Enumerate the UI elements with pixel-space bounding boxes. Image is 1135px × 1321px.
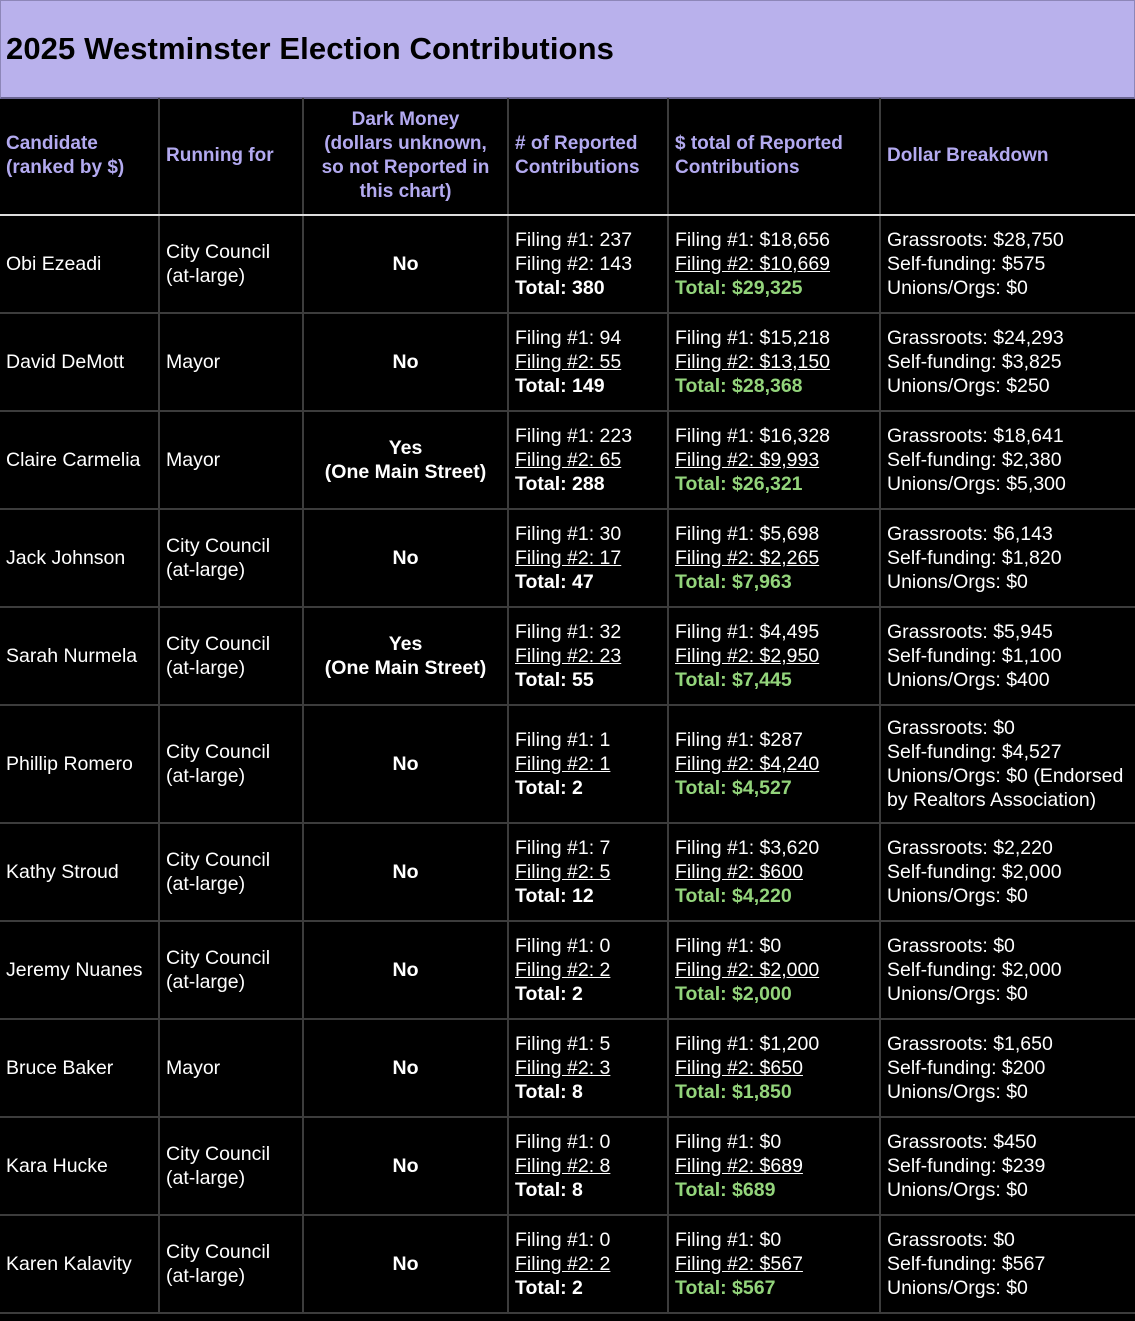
dark-money-line: No <box>392 351 419 373</box>
header-num-contributions-line: Contributions <box>515 157 640 178</box>
header-dark-money-line: (dollars unknown, <box>324 133 487 154</box>
running-for-cell <box>159 313 303 411</box>
dollar-total-cell <box>668 411 880 509</box>
dark-money-line: No <box>392 861 419 883</box>
breakdown-line: Self-funding: $3,825 <box>887 351 1062 373</box>
candidate-cell <box>0 215 159 313</box>
dollar-breakdown-cell <box>880 823 1135 921</box>
header-num-contributions <box>508 98 668 215</box>
page-title: 2025 Westminster Election Contributions <box>6 31 614 66</box>
filing-1-count: Filing #1: 30 <box>515 523 622 545</box>
running-for-line: Mayor <box>166 351 221 373</box>
candidate-name: Jeremy Nuanes <box>6 959 143 981</box>
filing-2-dollars: Filing #2: $689 <box>675 1155 803 1177</box>
total-count: Total: 12 <box>515 885 594 907</box>
breakdown-line: Self-funding: $1,820 <box>887 547 1062 569</box>
contribution-count-cell <box>508 509 668 607</box>
running-for-cell <box>159 215 303 313</box>
running-for-line: City Council <box>166 849 271 871</box>
filing-2-count: Filing #2: 5 <box>515 861 611 883</box>
filing-2-dollars: Filing #2: $600 <box>675 861 803 883</box>
total-dollars: Total: $26,321 <box>675 473 803 495</box>
total-dollars: Total: $4,220 <box>675 885 792 907</box>
breakdown-line: Unions/Orgs: $0 <box>887 1081 1028 1103</box>
header-dollar-breakdown: Dollar Breakdown <box>880 98 1135 215</box>
total-dollars: Total: $7,445 <box>675 669 792 691</box>
dark-money-cell <box>303 1117 508 1215</box>
dollar-total-cell <box>668 1215 880 1313</box>
breakdown-line: Unions/Orgs: $0 <box>887 983 1028 1005</box>
running-for-line: City Council <box>166 535 271 557</box>
breakdown-line: Self-funding: $200 <box>887 1057 1046 1079</box>
running-for-line: (at-large) <box>166 1167 246 1189</box>
dark-money-line: No <box>392 547 419 569</box>
contribution-count-cell <box>508 823 668 921</box>
filing-2-count: Filing #2: 23 <box>515 645 622 667</box>
filing-2-dollars: Filing #2: $13,150 <box>675 351 831 373</box>
contribution-count-cell <box>508 921 668 1019</box>
candidate-cell <box>0 921 159 1019</box>
dollar-total-cell <box>668 313 880 411</box>
breakdown-line: Self-funding: $4,527 <box>887 741 1062 763</box>
dollar-breakdown-cell <box>880 921 1135 1019</box>
contributions-table <box>0 98 1135 1314</box>
breakdown-line: Self-funding: $567 <box>887 1253 1046 1275</box>
candidate-cell <box>0 823 159 921</box>
running-for-cell <box>159 823 303 921</box>
contribution-count-cell <box>508 313 668 411</box>
dollar-breakdown-cell <box>880 313 1135 411</box>
total-count: Total: 47 <box>515 571 594 593</box>
breakdown-line: Grassroots: $0 <box>887 935 1015 957</box>
dark-money-cell <box>303 509 508 607</box>
filing-2-dollars: Filing #2: $650 <box>675 1057 803 1079</box>
filing-1-dollars: Filing #1: $16,328 <box>675 425 831 447</box>
filing-2-count: Filing #2: 55 <box>515 351 622 373</box>
header-num-contributions-line: # of Reported <box>515 133 638 154</box>
contribution-count-cell <box>508 607 668 705</box>
total-dollars: Total: $2,000 <box>675 983 792 1005</box>
header-dark-money <box>303 98 508 215</box>
breakdown-line: Grassroots: $28,750 <box>887 229 1064 251</box>
breakdown-line: Unions/Orgs: $0 <box>887 571 1028 593</box>
table-row <box>0 509 1135 607</box>
table-row <box>0 705 1135 823</box>
header-dollar-total-line: $ total of Reported <box>675 133 843 154</box>
running-for-cell <box>159 509 303 607</box>
filing-1-dollars: Filing #1: $0 <box>675 935 782 957</box>
candidate-name: Jack Johnson <box>6 547 126 569</box>
filing-1-count: Filing #1: 0 <box>515 935 611 957</box>
filing-1-count: Filing #1: 94 <box>515 327 622 349</box>
filing-1-count: Filing #1: 32 <box>515 621 622 643</box>
table-row <box>0 411 1135 509</box>
dark-money-cell <box>303 705 508 823</box>
filing-1-dollars: Filing #1: $1,200 <box>675 1033 820 1055</box>
contribution-count-cell <box>508 215 668 313</box>
dollar-total-cell <box>668 1117 880 1215</box>
dark-money-line: (One Main Street) <box>324 657 487 679</box>
breakdown-line: Self-funding: $2,000 <box>887 861 1062 883</box>
running-for-line: (at-large) <box>166 1265 246 1287</box>
running-for-cell <box>159 705 303 823</box>
candidate-cell <box>0 1019 159 1117</box>
dark-money-line: Yes <box>388 437 423 459</box>
total-dollars: Total: $689 <box>675 1179 776 1201</box>
running-for-cell <box>159 1019 303 1117</box>
candidate-cell <box>0 509 159 607</box>
filing-2-dollars: Filing #2: $567 <box>675 1253 803 1275</box>
filing-2-dollars: Filing #2: $2,950 <box>675 645 820 667</box>
dark-money-line: No <box>392 753 419 775</box>
filing-2-count: Filing #2: 2 <box>515 1253 611 1275</box>
candidate-name: David DeMott <box>6 351 125 373</box>
dollar-total-cell <box>668 607 880 705</box>
breakdown-line: Unions/Orgs: $250 <box>887 375 1050 397</box>
breakdown-line: Self-funding: $239 <box>887 1155 1046 1177</box>
total-dollars: Total: $7,963 <box>675 571 792 593</box>
filing-2-count: Filing #2: 1 <box>515 753 611 775</box>
total-count: Total: 2 <box>515 777 583 799</box>
dollar-breakdown-cell <box>880 509 1135 607</box>
dollar-breakdown-cell <box>880 607 1135 705</box>
candidate-name: Karen Kalavity <box>6 1253 132 1275</box>
running-for-cell <box>159 1117 303 1215</box>
total-dollars: Total: $1,850 <box>675 1081 792 1103</box>
table-row <box>0 1019 1135 1117</box>
dark-money-line: No <box>392 1253 419 1275</box>
total-dollars: Total: $567 <box>675 1277 776 1299</box>
breakdown-line: Grassroots: $6,143 <box>887 523 1053 545</box>
breakdown-line: Grassroots: $24,293 <box>887 327 1064 349</box>
breakdown-line: by Realtors Association) <box>887 789 1097 811</box>
dark-money-cell <box>303 921 508 1019</box>
filing-1-dollars: Filing #1: $3,620 <box>675 837 820 859</box>
header-dark-money-line: Dark Money <box>351 109 460 130</box>
total-count: Total: 55 <box>515 669 594 691</box>
table-row <box>0 921 1135 1019</box>
dark-money-cell <box>303 215 508 313</box>
breakdown-line: Unions/Orgs: $0 (Endorsed <box>887 765 1124 787</box>
running-for-line: City Council <box>166 241 271 263</box>
dark-money-line: No <box>392 959 419 981</box>
table-row <box>0 823 1135 921</box>
breakdown-line: Grassroots: $2,220 <box>887 837 1053 859</box>
header-dark-money-line: this chart) <box>359 181 452 202</box>
filing-1-count: Filing #1: 7 <box>515 837 611 859</box>
filing-1-count: Filing #1: 223 <box>515 425 633 447</box>
filing-1-count: Filing #1: 0 <box>515 1131 611 1153</box>
dollar-breakdown-cell <box>880 705 1135 823</box>
running-for-line: (at-large) <box>166 657 246 679</box>
total-dollars: Total: $4,527 <box>675 777 792 799</box>
breakdown-line: Unions/Orgs: $0 <box>887 1277 1028 1299</box>
dollar-total-cell <box>668 1019 880 1117</box>
running-for-line: Mayor <box>166 1057 221 1079</box>
filing-1-dollars: Filing #1: $0 <box>675 1229 782 1251</box>
contribution-count-cell <box>508 411 668 509</box>
filing-1-dollars: Filing #1: $18,656 <box>675 229 831 251</box>
candidate-cell <box>0 1215 159 1313</box>
table-body <box>0 215 1135 1313</box>
table-row <box>0 607 1135 705</box>
header-dollar-total-line: Contributions <box>675 157 800 178</box>
header-candidate-line: (ranked by $) <box>6 157 125 178</box>
contribution-count-cell <box>508 1019 668 1117</box>
running-for-line: (at-large) <box>166 265 246 287</box>
running-for-line: City Council <box>166 633 271 655</box>
dark-money-line: No <box>392 253 419 275</box>
filing-1-dollars: Filing #1: $287 <box>675 729 803 751</box>
filing-2-count: Filing #2: 8 <box>515 1155 611 1177</box>
filing-1-count: Filing #1: 0 <box>515 1229 611 1251</box>
dark-money-line: No <box>392 1155 419 1177</box>
candidate-name: Phillip Romero <box>6 753 133 775</box>
candidate-name: Bruce Baker <box>6 1057 114 1079</box>
candidate-cell <box>0 411 159 509</box>
running-for-line: City Council <box>166 947 271 969</box>
running-for-line: City Council <box>166 1241 271 1263</box>
dollar-total-cell <box>668 921 880 1019</box>
breakdown-line: Grassroots: $18,641 <box>887 425 1064 447</box>
candidate-name: Kathy Stroud <box>6 861 119 883</box>
contribution-count-cell <box>508 1117 668 1215</box>
total-count: Total: 2 <box>515 983 583 1005</box>
total-count: Total: 288 <box>515 473 605 495</box>
dollar-total-cell <box>668 215 880 313</box>
dollar-total-cell <box>668 509 880 607</box>
dark-money-line: Yes <box>388 633 423 655</box>
candidate-cell <box>0 705 159 823</box>
filing-2-dollars: Filing #2: $9,993 <box>675 449 820 471</box>
breakdown-line: Unions/Orgs: $5,300 <box>887 473 1066 495</box>
header-candidate <box>0 98 159 215</box>
filing-1-dollars: Filing #1: $15,218 <box>675 327 831 349</box>
dark-money-line: (One Main Street) <box>324 461 487 483</box>
table-row <box>0 1215 1135 1313</box>
candidate-cell <box>0 313 159 411</box>
contribution-count-cell <box>508 705 668 823</box>
dollar-breakdown-cell <box>880 411 1135 509</box>
running-for-cell <box>159 607 303 705</box>
breakdown-line: Grassroots: $0 <box>887 1229 1015 1251</box>
dollar-breakdown-cell <box>880 215 1135 313</box>
table-row <box>0 313 1135 411</box>
running-for-cell <box>159 921 303 1019</box>
dollar-breakdown-cell <box>880 1215 1135 1313</box>
breakdown-line: Self-funding: $2,380 <box>887 449 1062 471</box>
breakdown-line: Grassroots: $5,945 <box>887 621 1053 643</box>
breakdown-line: Self-funding: $1,100 <box>887 645 1062 667</box>
breakdown-line: Grassroots: $450 <box>887 1131 1037 1153</box>
breakdown-line: Self-funding: $2,000 <box>887 959 1062 981</box>
header-running-for: Running for <box>159 98 303 215</box>
dollar-breakdown-cell <box>880 1117 1135 1215</box>
header-dark-money-line: so not Reported in <box>321 157 490 178</box>
filing-1-dollars: Filing #1: $0 <box>675 1131 782 1153</box>
running-for-cell <box>159 411 303 509</box>
filing-2-dollars: Filing #2: $2,265 <box>675 547 820 569</box>
total-count: Total: 149 <box>515 375 605 397</box>
candidate-name: Kara Hucke <box>6 1155 108 1177</box>
running-for-cell <box>159 1215 303 1313</box>
filing-2-dollars: Filing #2: $2,000 <box>675 959 820 981</box>
total-count: Total: 8 <box>515 1081 583 1103</box>
breakdown-line: Unions/Orgs: $0 <box>887 1179 1028 1201</box>
breakdown-line: Grassroots: $0 <box>887 717 1015 739</box>
total-dollars: Total: $29,325 <box>675 277 803 299</box>
total-count: Total: 380 <box>515 277 605 299</box>
filing-2-dollars: Filing #2: $10,669 <box>675 253 831 275</box>
breakdown-line: Unions/Orgs: $400 <box>887 669 1050 691</box>
filing-1-count: Filing #1: 1 <box>515 729 611 751</box>
dark-money-cell <box>303 411 508 509</box>
running-for-line: (at-large) <box>166 971 246 993</box>
dark-money-line: No <box>392 1057 419 1079</box>
filing-1-dollars: Filing #1: $4,495 <box>675 621 820 643</box>
filing-1-count: Filing #1: 237 <box>515 229 633 251</box>
dollar-total-cell <box>668 823 880 921</box>
filing-1-dollars: Filing #1: $5,698 <box>675 523 820 545</box>
dark-money-cell <box>303 1215 508 1313</box>
running-for-line: (at-large) <box>166 873 246 895</box>
filing-2-count: Filing #2: 65 <box>515 449 622 471</box>
candidate-cell <box>0 1117 159 1215</box>
breakdown-line: Grassroots: $1,650 <box>887 1033 1053 1055</box>
header-dollar-total <box>668 98 880 215</box>
table-row <box>0 1117 1135 1215</box>
candidate-name: Sarah Nurmela <box>6 645 138 667</box>
header-candidate-line: Candidate <box>6 133 98 154</box>
breakdown-line: Self-funding: $575 <box>887 253 1046 275</box>
filing-2-dollars: Filing #2: $4,240 <box>675 753 820 775</box>
running-for-line: (at-large) <box>166 765 246 787</box>
candidate-cell <box>0 607 159 705</box>
running-for-line: (at-large) <box>166 559 246 581</box>
filing-2-count: Filing #2: 3 <box>515 1057 611 1079</box>
filing-2-count: Filing #2: 17 <box>515 547 622 569</box>
total-count: Total: 8 <box>515 1179 583 1201</box>
breakdown-line: Unions/Orgs: $0 <box>887 277 1028 299</box>
filing-2-count: Filing #2: 143 <box>515 253 633 275</box>
header-row <box>0 98 1135 215</box>
total-dollars: Total: $28,368 <box>675 375 803 397</box>
total-count: Total: 2 <box>515 1277 583 1299</box>
running-for-line: City Council <box>166 741 271 763</box>
running-for-line: City Council <box>166 1143 271 1165</box>
contribution-count-cell <box>508 1215 668 1313</box>
breakdown-line: Unions/Orgs: $0 <box>887 885 1028 907</box>
title-bar <box>0 0 1135 99</box>
dark-money-cell <box>303 1019 508 1117</box>
filing-2-count: Filing #2: 2 <box>515 959 611 981</box>
dark-money-cell <box>303 823 508 921</box>
dollar-breakdown-cell <box>880 1019 1135 1117</box>
candidate-name: Claire Carmelia <box>6 449 141 471</box>
dollar-total-cell <box>668 705 880 823</box>
candidate-name: Obi Ezeadi <box>6 253 102 275</box>
dark-money-cell <box>303 607 508 705</box>
table-row <box>0 215 1135 313</box>
running-for-line: Mayor <box>166 449 221 471</box>
filing-1-count: Filing #1: 5 <box>515 1033 611 1055</box>
dark-money-cell <box>303 313 508 411</box>
